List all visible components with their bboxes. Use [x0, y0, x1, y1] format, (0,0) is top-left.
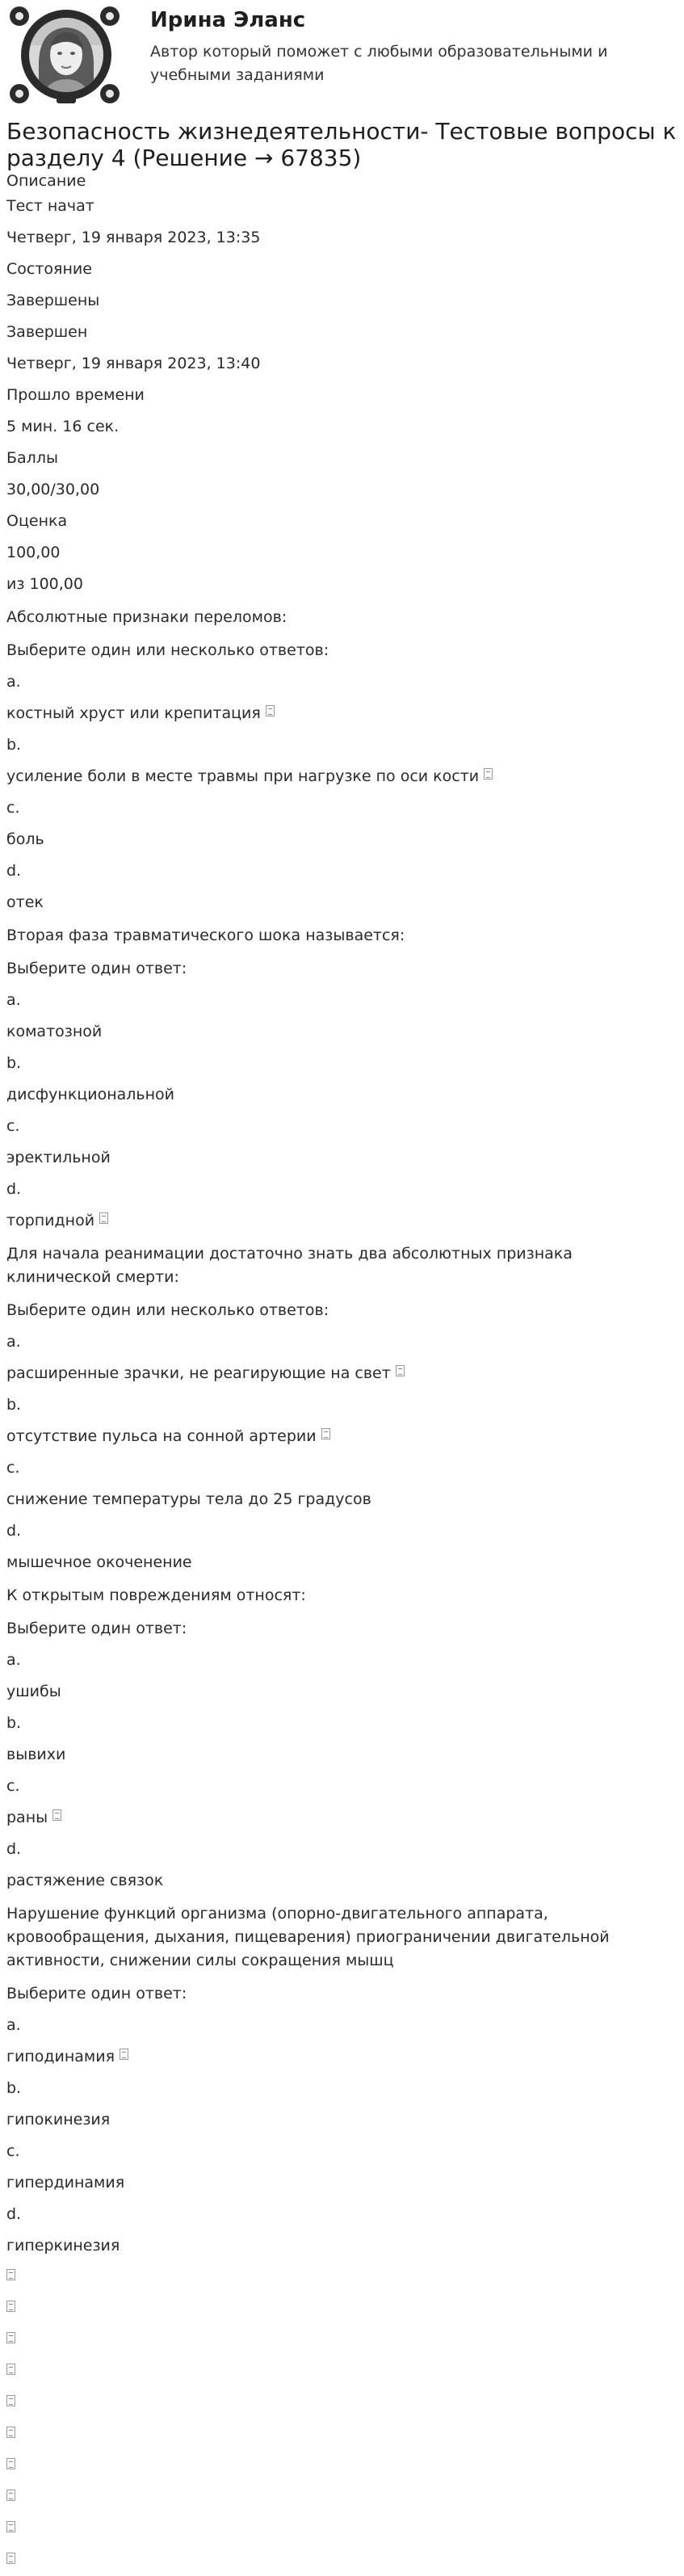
option-text: усиление боли в месте травмы при нагрузке по оси кости [6, 767, 480, 785]
author-bio: Автор который поможет с любыми образовательными и учебными заданиями [150, 43, 608, 84]
option-item [6, 1738, 677, 1770]
answer-mark-icon [99, 1212, 108, 1224]
broken-image-icon [6, 2269, 15, 2280]
question-prompt: Выберите один или несколько ответов: [6, 641, 329, 659]
option-text: растяжение связок [6, 1872, 164, 1889]
option-letter: a. [6, 1333, 21, 1351]
option-item [6, 1204, 677, 1236]
summary-line: Четверг, 19 января 2023, 13:35 [6, 229, 261, 246]
question-block [6, 918, 677, 1236]
option-text: ушибы [6, 1683, 61, 1700]
option-item [6, 1357, 677, 1389]
answer-mark-icon [484, 768, 493, 780]
option-text: расширенные зрачки, не реагирующие на свет [6, 1364, 391, 1382]
option-text: эректильной [6, 1149, 111, 1166]
broken-image-icon [6, 2364, 15, 2375]
question-block [6, 1896, 677, 2261]
broken-image-row [6, 2261, 677, 2292]
option-item [6, 2040, 677, 2072]
broken-image-row [6, 2450, 677, 2481]
broken-image-list [6, 2261, 677, 2576]
broken-image-row [6, 2481, 677, 2513]
summary-line: 5 мин. 16 сек. [6, 418, 120, 435]
option-letter: a. [6, 991, 21, 1009]
summary-line: Завершены [6, 292, 100, 309]
option-letter: c. [6, 2142, 20, 2160]
author-name: Ирина Эланс [150, 8, 306, 32]
broken-image-icon [6, 2553, 15, 2564]
question-block [6, 1236, 677, 1578]
option-letter: d. [6, 1522, 22, 1540]
option-letter: b. [6, 1396, 22, 1414]
option-letter: c. [6, 1777, 20, 1795]
summary-block [6, 171, 677, 599]
summary-line: Оценка [6, 512, 68, 530]
question-text: К открытым повреждениям относят: [6, 1586, 306, 1604]
option-text: снижение температуры тела до 25 градусов [6, 1490, 371, 1508]
option-text: гиперкинезия [6, 2237, 120, 2255]
answer-mark-icon [396, 1365, 405, 1376]
question-text: Для начала реанимации достаточно знать два абсолютных признака клинической смерти: [6, 1245, 573, 1286]
option-item [6, 1015, 677, 1047]
option-letter: b. [6, 1054, 22, 1072]
question-text: Вторая фаза травматического шока называется: [6, 927, 405, 944]
option-text: отек [6, 893, 44, 911]
option-item [6, 1864, 677, 1896]
author-avatar [6, 5, 123, 105]
page-title: Безопасность жизнедеятельности- Тестовые вопросы к разделу 4 (Решение → 67835) [6, 118, 677, 171]
broken-image-icon [6, 2427, 15, 2438]
option-item [6, 2103, 677, 2135]
question-text: Абсолютные признаки переломов: [6, 608, 287, 626]
option-letter: b. [6, 2079, 22, 2097]
summary-line: Описание [6, 172, 86, 190]
option-letter: c. [6, 1459, 20, 1477]
broken-image-row [6, 2324, 677, 2355]
answer-mark-icon [321, 1428, 330, 1439]
question-prompt: Выберите один ответ: [6, 1620, 187, 1637]
option-text: дисфункциональной [6, 1086, 175, 1103]
summary-line: Прошло времени [6, 386, 145, 404]
option-item [6, 2229, 677, 2261]
summary-line: 30,00/30,00 [6, 481, 100, 498]
answer-mark-icon [120, 2049, 128, 2060]
option-text: раны [6, 1809, 48, 1826]
option-letter: d. [6, 2205, 22, 2223]
option-letter: a. [6, 673, 21, 691]
option-item [6, 1141, 677, 1173]
broken-image-icon [6, 2395, 15, 2406]
option-text: боль [6, 830, 44, 848]
summary-line: Баллы [6, 449, 58, 467]
option-letter: a. [6, 1651, 21, 1669]
option-letter: d. [6, 862, 22, 880]
summary-line: Состояние [6, 260, 92, 278]
broken-image-icon [6, 2301, 15, 2312]
broken-image-row [6, 2418, 677, 2450]
option-letter: d. [6, 1180, 22, 1198]
option-item [6, 1483, 677, 1515]
option-text: отсутствие пульса на сонной артерии [6, 1427, 317, 1445]
broken-image-icon [6, 2490, 15, 2501]
question-text: Нарушение функций организма (опорно-двигательного аппарата, кровообращения, дыхания, пищеварения) приограничении двигательной активности, снижении силы сокращения мышц [6, 1905, 610, 1969]
broken-image-row [6, 2292, 677, 2324]
question-block [6, 599, 677, 918]
option-letter: b. [6, 1714, 22, 1732]
option-text: костный хруст или крепитация [6, 704, 261, 722]
option-letter: b. [6, 736, 22, 754]
option-item [6, 1546, 677, 1578]
option-item [6, 1801, 677, 1833]
option-item [6, 1078, 677, 1110]
broken-image-icon [6, 2458, 15, 2469]
answer-mark-icon [266, 705, 275, 716]
option-item [6, 823, 677, 855]
option-item [6, 1675, 677, 1707]
option-item [6, 886, 677, 918]
author-card [0, 0, 684, 111]
option-item [6, 2166, 677, 2198]
option-letter: c. [6, 1117, 20, 1135]
question-list [6, 599, 677, 2261]
question-prompt: Выберите один ответ: [6, 1985, 187, 2002]
answer-mark-icon [52, 1809, 61, 1821]
option-letter: a. [6, 2016, 21, 2034]
question-block [6, 1578, 677, 1896]
question-prompt: Выберите один ответ: [6, 960, 187, 977]
question-prompt: Выберите один или несколько ответов: [6, 1301, 329, 1319]
broken-image-row [6, 2355, 677, 2387]
content [6, 174, 677, 2576]
option-text: торпидной [6, 1212, 95, 1229]
option-letter: c. [6, 799, 20, 817]
broken-image-row [6, 2513, 677, 2544]
summary-line: Завершен [6, 323, 88, 341]
summary-line: из 100,00 [6, 575, 83, 593]
option-text: гиподинамия [6, 2048, 115, 2065]
option-text: гипердинамия [6, 2174, 125, 2191]
broken-image-icon [6, 2332, 15, 2343]
option-text: гипокинезия [6, 2111, 111, 2128]
option-item [6, 760, 677, 792]
summary-line: 100,00 [6, 544, 61, 561]
option-item [6, 697, 677, 729]
broken-image-icon [6, 2521, 15, 2532]
summary-line: Четверг, 19 января 2023, 13:40 [6, 355, 261, 372]
option-item [6, 1420, 677, 1452]
option-text: мышечное окоченение [6, 1553, 192, 1571]
option-text: вывихи [6, 1746, 66, 1763]
option-text: коматозной [6, 1023, 103, 1040]
broken-image-row [6, 2544, 677, 2576]
summary-line: Тест начат [6, 197, 94, 215]
option-letter: d. [6, 1840, 22, 1858]
broken-image-row [6, 2387, 677, 2418]
